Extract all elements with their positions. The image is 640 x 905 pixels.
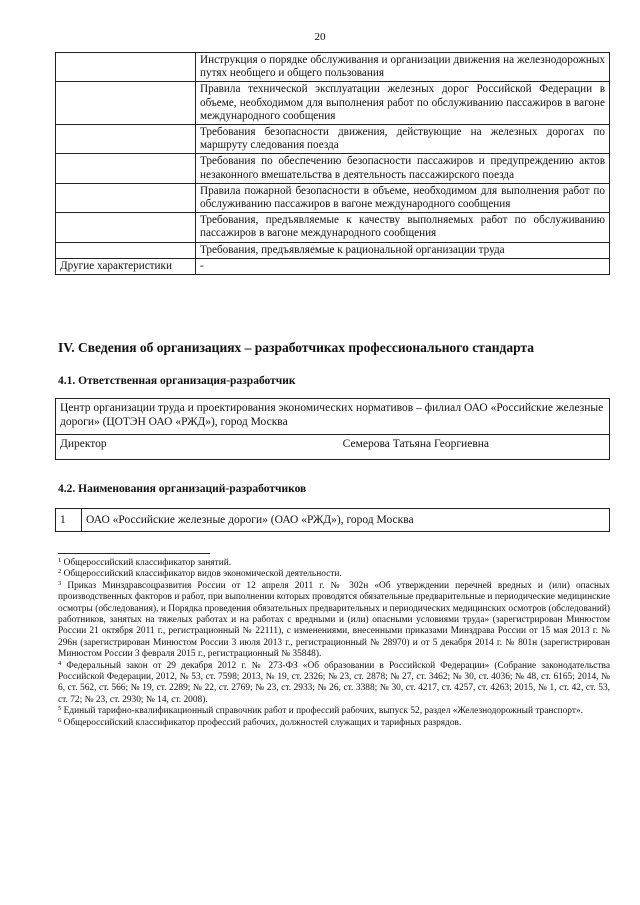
table-cell-label [56, 82, 196, 125]
footnote [58, 718, 610, 729]
page-number: 20 [314, 31, 326, 43]
footnote-mark: 6 [58, 716, 62, 724]
table-cell-label [56, 53, 196, 82]
footnote-text: Единый тарифно-квалификационный справочник работ и профессий рабочих, выпуск 52, раздел «Железнодорожный транспорт». [63, 706, 583, 717]
footnote-mark: 1 [58, 557, 62, 564]
footnote [58, 706, 610, 717]
footnotes [58, 558, 610, 729]
footnote-mark: 3 [58, 579, 62, 587]
org-name: Центр организации труда и проектирования экономических нормативов – филиал ОАО «Российские железные дороги» (ЦОТЭН ОАО «РЖД»), город Москва [56, 399, 610, 435]
developer-name: ОАО «Российские железные дороги» (ОАО «РЖД»), город Москва [82, 509, 610, 532]
table-cell-text: Требования по обеспечению безопасности пассажиров и предупреждению актов незаконного вмешательства в деятельность пассажирского поезда [196, 154, 610, 183]
footnote-mark: 5 [58, 705, 62, 713]
table-row [56, 399, 610, 435]
table-cell-text: Правила технической эксплуатации железных дорог Российской Федерации в объеме, необходимом для выполнения работ по обслуживанию пассажиров в вагоне международного сообщения [196, 82, 610, 125]
table-row [56, 213, 610, 242]
table-cell-label [56, 213, 196, 242]
table-row [56, 509, 610, 532]
developer-number: 1 [56, 509, 82, 532]
table-row [56, 258, 610, 274]
footnote [58, 569, 610, 580]
footnote-text: Федеральный закон от 29 декабря 2012 г. № 273-ФЗ «Об образовании в Российской Федерации» (Собрание законодательства Российской Федерации, 2012, № 53, ст. 7598; 2013, № 19, ст. 2326; № 23, ст. 2878; № 27, ст. 3462; № 30, ст. 4036; № 48, ст. 6165; 2014, № 6, ст. 562, ст. 566; № 19, ст. 2289; № 22, ст. 2769; № 23, ст. 2933; № 26, ст. 3388; № 30, ст. 4217, ст. 4257, ст. 4263; 2015, № 1, ст. 42, ст. 53, ст. 72; № 23, ст. 2930; № 14, ст. 2008). [58, 660, 611, 705]
table-row [56, 53, 610, 82]
responsible-org-table [55, 398, 610, 460]
footnote-mark: 2 [58, 568, 62, 576]
footnote [58, 661, 610, 707]
table-cell-label [56, 242, 196, 258]
table-cell-label [56, 154, 196, 183]
director-name: Семерова Татьяна Георгиевна [342, 438, 490, 450]
developers-table [55, 508, 610, 532]
section-title: IV. Сведения об организациях – разработчиках профессионального стандарта [58, 340, 534, 355]
table-row [56, 82, 610, 125]
table-row [56, 183, 610, 212]
table-cell-text: Правила пожарной безопасности в объеме, необходимом для выполнения работ по обслуживанию пассажиров в вагоне международного сообщения [196, 183, 610, 212]
table-cell-text: Инструкция о порядке обслуживания и организации движения на железнодорожных путях необщего и общего пользования [196, 53, 610, 82]
table-cell-text: Требования, предъявляемые к рациональной организации труда [196, 242, 610, 258]
footnote-separator [58, 553, 210, 554]
director-position: Директор [60, 438, 107, 450]
table-cell-label [56, 125, 196, 154]
subsection-title-responsible: 4.1. Ответственная организация-разработчик [58, 375, 296, 387]
footnote [58, 581, 610, 661]
footnote-text: Общероссийский классификатор занятий. [63, 558, 232, 568]
table-cell-label [56, 183, 196, 212]
table-cell-text: - [196, 258, 610, 274]
table-row [56, 125, 610, 154]
table-cell-label: Другие характеристики [56, 258, 196, 274]
footnote [58, 558, 610, 569]
footnote-text: Общероссийский классификатор видов экономической деятельности. [63, 569, 342, 580]
table-cell-text: Требования, предъявляемые к качеству выполняемых работ по обслуживанию пассажиров в вагоне международного сообщения [196, 213, 610, 242]
footnote-text: Приказ Минздравсоцразвития России от 12 апреля 2011 г. № 302н «Об утверждении перечней вредных и (или) опасных производственных факторов и работ, при выполнении которых проводятся обязательные предварительные и периодические медицинские осмотры (обследования), и Порядка проведения обязательных предварительных и периодических медицинских осмотров (обследований) работников, занятых на тяжелых работах и на работах с вредными и (или) опасными условиями труда» (зарегистрирован Минюстом России 21 октября 2011 г., регистрационный № 22111), с изменениями, внесенными приказами Минздрава России от 15 мая 2013 г. № 296н (зарегистрирован Минюстом России 3 июля 2013 г., регистрационный № 28970) и от 5 декабря 2014 г. № 801н (зарегистрирован Минюстом России 3 февраля 2015 г., регистрационный № 35848). [58, 580, 611, 660]
table-row [56, 242, 610, 258]
footnote-text: Общероссийский классификатор профессий рабочих, должностей служащих и тарифных разрядов. [63, 717, 462, 728]
subsection-title-developers: 4.2. Наименования организаций-разработчиков [58, 483, 307, 495]
table-row [56, 154, 610, 183]
director-cell [56, 435, 610, 460]
table-cell-text: Требования безопасности движения, действующие на железных дорогах по маршруту следования поезда [196, 125, 610, 154]
knowledge-requirements-table [55, 52, 610, 275]
footnote-mark: 4 [58, 659, 62, 667]
table-row [56, 435, 610, 460]
